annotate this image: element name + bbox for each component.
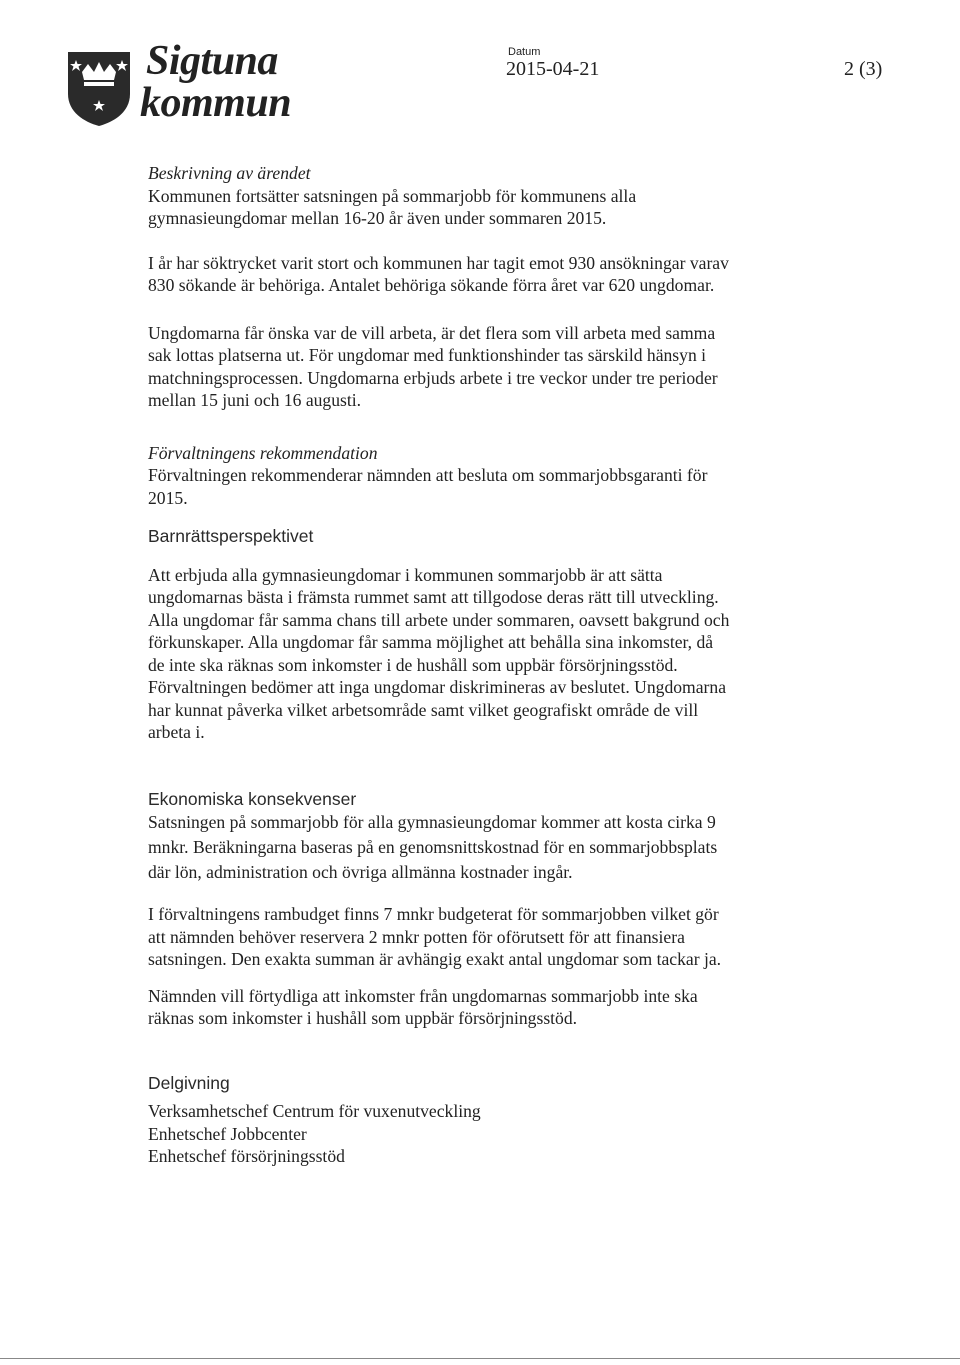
paragraph-barnratt: Att erbjuda alla gymnasieungdomar i kommunen sommarjobb är att sätta ungdomarnas bästa i främsta rummet samt att tillgodose deras rätt till utveckling. Alla ungdomar får samma chans till arbete under sommaren, oavsett bakgrund och förkunskaper. Alla ungdomar får samma möjlighet att behålla sina inkomster, då de inte ska räknas som inkomster i de hushåll som uppbär försörjningsstöd. Förvaltningen bedömer att inga ungdomar diskrimineras av beslutet. Ungdomarna har kunnat påverka vilket arbetsområde samt vilket geografiskt område de vill arbeta i. [148, 564, 730, 742]
section-heading-rekommendation: Förvaltningens rekommendation [148, 442, 378, 463]
section-heading-ekonomi: Ekonomiska konsekvenser [148, 788, 357, 809]
logo-line-1: Sigtuna [146, 38, 278, 84]
paragraph-delgivning: Verksamhetschef Centrum för vuxenutveckling Enhetschef Jobbcenter Enhetschef försörjningsstöd [148, 1101, 481, 1166]
paragraph-beskrivning-3: Ungdomarna får önska var de vill arbeta, är det flera som vill arbeta med samma sak lottas platserna ut. För ungdomar med funktionshinder tas särskild hänsyn i matchningsprocessen. Ungdomarna erbjuds arbete i tre veckor under tre perioder mellan 15 juni och 16 augusti. [148, 322, 718, 410]
paragraph-ekonomi-2: I förvaltningens rambudget finns 7 mnkr budgeterat för sommarjobben vilket gör att nämnden behöver reservera 2 mnkr potten för oförutsett för att finansiera satsningen. Den exakta summan är avhängig exakt antal ungdomar som tackar ja. [148, 904, 722, 969]
section-heading-barnratt: Barnrättsperspektivet [148, 526, 314, 546]
section-heading-delgivning: Delgivning [148, 1072, 230, 1093]
section-heading-beskrivning: Beskrivning av ärendet [148, 163, 311, 183]
page-bottom-rule [0, 1358, 960, 1359]
paragraph-ekonomi-3: Nämnden vill förtydliga att inkomster från ungdomarnas sommarjobb inte ska räknas som inkomster i hushåll som uppbär försörjningsstöd. [148, 985, 698, 1028]
coat-of-arms-icon [62, 48, 136, 128]
page-number: 2 (3) [844, 58, 883, 80]
paragraph-beskrivning-2: I år har söktrycket varit stort och kommunen har tagit emot 930 ansökningar varav 830 sökande är behöriga. Antalet behöriga sökande förra året var 620 ungdomar. [148, 252, 729, 295]
paragraph-beskrivning-1: Kommunen fortsätter satsningen på sommarjobb för kommunens alla gymnasieungdomar mellan 16-20 år även under sommaren 2015. [148, 185, 637, 228]
logo-line-2: kommun [140, 80, 292, 126]
municipality-logo [62, 38, 362, 134]
paragraph-rekommendation: Förvaltningen rekommenderar nämnden att besluta om sommarjobbsgaranti för 2015. [148, 465, 708, 508]
logo-wordmark [140, 38, 292, 126]
date-value: 2015-04-21 [506, 58, 600, 80]
date-label: Datum [508, 46, 541, 58]
paragraph-ekonomi-1: Satsningen på sommarjobb för alla gymnasieungdomar kommer att kosta cirka 9 mnkr. Beräkningarna baseras på en genomsnittskostnad för en sommarjobbsplats där lön, administration och övriga allmänna kostnader ingår. [148, 812, 718, 882]
document-body [148, 162, 808, 1168]
